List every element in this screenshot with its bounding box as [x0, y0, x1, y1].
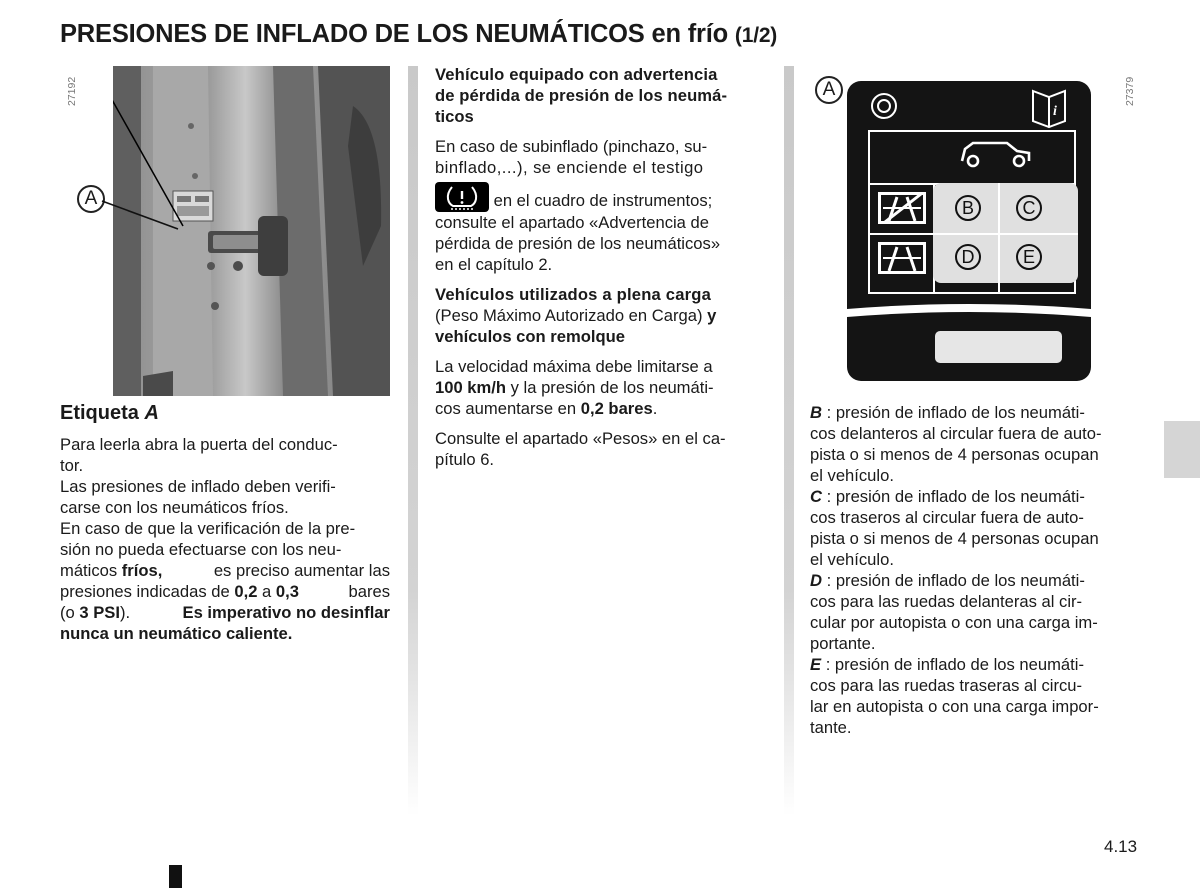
- right-c-l1: C : presión de inflado de los neumáti-: [810, 487, 1085, 506]
- mid-heading-2-l3: vehículos con remolque: [435, 327, 625, 346]
- mid-p2-l1: La velocidad máxima debe limitarse a: [435, 357, 713, 376]
- right-e-l4: tante.: [810, 718, 852, 737]
- right-b-l2: cos delanteros al circular fuera de auto-: [810, 424, 1102, 443]
- mid-heading-1-l1: Vehículo equipado con advertencia: [435, 65, 718, 84]
- right-e-l1: E : presión de inflado de los neumáti-: [810, 655, 1084, 674]
- right-d-l3: cular por autopista o con una carga im-: [810, 613, 1098, 632]
- mid-heading-2-l1: Vehículos utilizados a plena carga: [435, 285, 712, 304]
- grid-letter-d: D: [955, 244, 981, 270]
- mid-heading-1-l3: ticos: [435, 107, 474, 126]
- left-line-4: carse con los neumáticos fríos.: [60, 498, 289, 517]
- left-column: [60, 402, 390, 644]
- callout-leader-line: [100, 195, 180, 235]
- mid-p2-l3: cos aumentarse en 0,2 bares.: [435, 399, 658, 418]
- grid-letter-e: E: [1016, 244, 1042, 270]
- photo-callout-a: A: [77, 185, 105, 213]
- mid-heading-2-l2: (Peso Máximo Autorizado en Carga) y: [435, 306, 717, 325]
- right-b-l1: B : presión de inflado de los neumáti-: [810, 403, 1085, 422]
- right-d-l1: D : presión de inflado de los neumáti-: [810, 571, 1085, 590]
- page-title: [60, 20, 777, 49]
- grid-letter-b: B: [955, 195, 981, 221]
- column-divider-left: [408, 66, 418, 816]
- right-b-l4: el vehículo.: [810, 466, 894, 485]
- left-line-5: En caso de que la verificación de la pre-: [60, 519, 356, 538]
- tyre-pressure-warning-icon: [435, 182, 489, 212]
- mid-p1-l1: En caso de subinflado (pinchazo, su-: [435, 137, 708, 156]
- label-code: 27379: [1124, 76, 1136, 106]
- etiqueta-heading: Etiqueta A: [60, 402, 159, 424]
- left-line-3: Las presiones de inflado deben verifi-: [60, 477, 336, 496]
- left-line-6: sión no pueda efectuarse con los neu-: [60, 540, 342, 559]
- title-main: PRESIONES DE INFLADO DE LOS NEUMÁTICOS en frío: [60, 20, 729, 48]
- left-line-7: máticos fríos, es preciso aumentar las: [60, 561, 390, 580]
- left-line-2: tor.: [60, 456, 84, 475]
- label-callout-a: A: [815, 76, 843, 104]
- column-divider-right: [784, 66, 794, 816]
- middle-column: [435, 64, 765, 470]
- mid-p1-l6: en el capítulo 2.: [435, 255, 553, 274]
- section-thumb-tab: [1164, 421, 1200, 478]
- mid-p1-l4: consulte el apartado «Advertencia de: [435, 213, 709, 232]
- right-b-l3: pista o si menos de 4 personas ocupan: [810, 445, 1099, 464]
- left-line-9: (o 3 PSI). Es imperativo no desinflar: [60, 603, 390, 622]
- tyre-pressure-label: [847, 81, 1091, 381]
- page-number: 4.13: [1104, 837, 1138, 856]
- mid-heading-1-l2: de pérdida de presión de los neumá-: [435, 86, 728, 105]
- right-d-l4: portante.: [810, 634, 876, 653]
- right-column: [810, 402, 1140, 738]
- left-line-1: Para leerla abra la puerta del conduc-: [60, 435, 338, 454]
- footer-bar-mark: [169, 865, 182, 888]
- photo-code: 27192: [66, 76, 78, 106]
- title-suffix: (1/2): [734, 24, 778, 47]
- svg-text:i: i: [1053, 104, 1057, 119]
- right-e-l3: lar en autopista o con una carga impor-: [810, 697, 1099, 716]
- mid-p1-l2: binflado,...), se enciende el testigo: [435, 158, 704, 177]
- right-c-l3: pista o si menos de 4 personas ocupan: [810, 529, 1099, 548]
- left-line-10: nunca un neumático caliente.: [60, 624, 293, 643]
- right-c-l4: el vehículo.: [810, 550, 894, 569]
- mid-p3-l1: Consulte el apartado «Pesos» en el ca-: [435, 429, 726, 448]
- left-line-8: presiones indicadas de 0,2 a 0,3 bares: [60, 582, 390, 601]
- mid-p2-l2: 100 km/h y la presión de los neumáti-: [435, 378, 714, 397]
- right-e-l2: cos para las ruedas traseras al circu-: [810, 676, 1083, 695]
- mid-p1-l5: pérdida de presión de los neumáticos»: [435, 234, 721, 253]
- grid-letter-c: C: [1016, 195, 1042, 221]
- mid-p3-l2: pítulo 6.: [435, 450, 495, 469]
- mid-p1-l3: en el cuadro de instrumentos;: [435, 182, 765, 212]
- right-c-l2: cos traseros al circular fuera de auto-: [810, 508, 1084, 527]
- right-d-l2: cos para las ruedas delanteras al cir-: [810, 592, 1083, 611]
